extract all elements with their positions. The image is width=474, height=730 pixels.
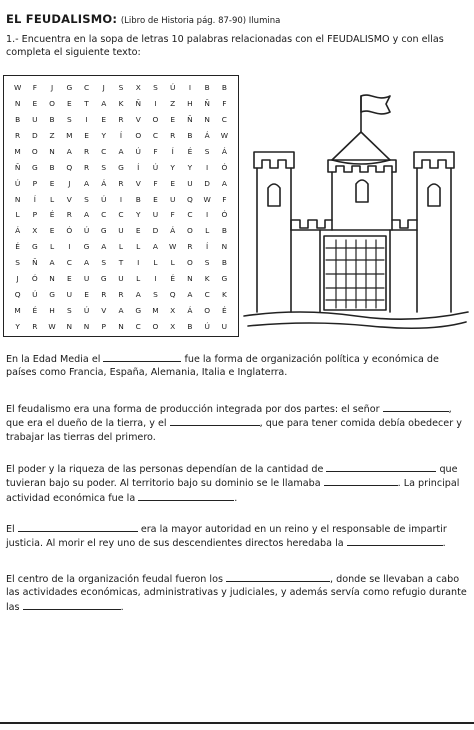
bottom-border xyxy=(0,722,474,724)
grid-letter: Í xyxy=(33,194,36,204)
grid-letter: E xyxy=(170,115,176,125)
grid-letter: P xyxy=(101,321,106,331)
grid-letter: B xyxy=(49,115,55,125)
grid-letter: B xyxy=(15,115,21,125)
grid-letter: K xyxy=(204,273,210,283)
grid-letter: G xyxy=(221,273,228,283)
grid-letter: A xyxy=(187,289,193,299)
grid-letter: Y xyxy=(135,210,141,220)
grid-letter: I xyxy=(206,210,209,220)
grid-letter: Ú xyxy=(32,289,38,299)
grid-letter: D xyxy=(31,131,38,141)
grid-letter: N xyxy=(14,194,21,204)
grid-letter: V xyxy=(135,178,141,188)
grid-letter: H xyxy=(187,99,193,109)
grid-letter: N xyxy=(221,242,228,252)
grid-letter: R xyxy=(66,210,72,220)
grid-letter: G xyxy=(100,273,107,283)
grid-letter: A xyxy=(101,242,107,252)
grid-letter: O xyxy=(135,131,142,141)
grid-letter: U xyxy=(169,194,176,204)
grid-letter: Q xyxy=(169,289,176,299)
answer-blank[interactable] xyxy=(103,352,181,362)
grid-letter: G xyxy=(83,242,90,252)
grid-letter: L xyxy=(153,258,158,268)
grid-letter: X xyxy=(32,226,38,236)
grid-letter: F xyxy=(32,83,37,93)
grid-letter: Ú xyxy=(101,194,107,204)
grid-letter: R xyxy=(118,115,124,125)
grid-letter: D xyxy=(152,226,159,236)
grid-letter: Ñ xyxy=(204,99,210,109)
grid-letter: X xyxy=(170,321,176,331)
grid-letter: N xyxy=(83,321,90,331)
grid-letter: S xyxy=(204,258,210,268)
grid-letter: M xyxy=(14,146,21,156)
grid-letter: A xyxy=(66,146,72,156)
grid-letter: I xyxy=(206,162,209,172)
grid-letter: B xyxy=(221,83,227,93)
source-reference: (Libro de Historia pág. 87-90) Ilumina xyxy=(120,16,281,26)
grid-letter: R xyxy=(187,242,193,252)
grid-letter: O xyxy=(49,99,55,109)
grid-letter: A xyxy=(221,178,227,188)
grid-letter: É xyxy=(15,242,20,252)
paragraph-text: . La principal actividad económica fue la xyxy=(6,478,460,504)
grid-letter: B xyxy=(187,131,193,141)
paragraph-text: , donde se llevaban a cabo las actividades económicas, administrativas y judiciales, y además servía como refugio durante las xyxy=(6,574,467,613)
grid-letter: I xyxy=(68,242,71,252)
grid-letter: S xyxy=(153,83,158,93)
grid-letter: N xyxy=(49,146,55,156)
grid-letter: A xyxy=(84,258,90,268)
grid-letter: P xyxy=(32,178,38,188)
grid-letter: C xyxy=(187,210,193,220)
grid-letter: Ú xyxy=(135,146,141,156)
paragraph-text: . xyxy=(442,538,446,550)
word-search-grid xyxy=(3,75,239,337)
worksheet-header xyxy=(6,12,280,26)
grid-letter: O xyxy=(187,258,193,268)
grid-letter: E xyxy=(32,99,38,109)
grid-letter: E xyxy=(101,115,107,125)
grid-letter: A xyxy=(118,146,124,156)
worksheet-title: EL FEUDALISMO: xyxy=(6,12,118,26)
grid-letter: S xyxy=(66,115,72,125)
grid-letter: R xyxy=(83,146,90,156)
grid-letter: I xyxy=(154,273,157,283)
grid-letter: I xyxy=(188,83,191,93)
grid-letter: L xyxy=(15,210,20,220)
grid-letter: Y xyxy=(15,321,20,331)
grid-letter: Y xyxy=(170,162,175,172)
grid-letter: A xyxy=(84,210,90,220)
grid-letter: V xyxy=(135,115,141,125)
grid-letter: Ó xyxy=(31,273,38,283)
paragraph-text: El centro de la organización feudal fueron los xyxy=(6,574,227,585)
grid-letter: G xyxy=(31,162,38,172)
grid-letter: T xyxy=(84,99,89,109)
grid-letter: I xyxy=(137,258,140,268)
grid-letter: Q xyxy=(14,289,21,299)
grid-letter: E xyxy=(66,273,72,283)
grid-letter: Q xyxy=(187,194,193,204)
grid-letter: Ú xyxy=(83,305,90,315)
grid-letter: L xyxy=(50,242,55,252)
grid-letter: X xyxy=(135,83,141,93)
grid-letter: W xyxy=(220,131,229,141)
grid-letter: G xyxy=(66,83,73,93)
paragraph xyxy=(6,522,468,551)
grid-letter: B xyxy=(204,83,210,93)
grid-letter: X xyxy=(170,305,176,315)
grid-letter: L xyxy=(118,242,124,252)
grid-letter: F xyxy=(222,99,227,109)
grid-letter: H xyxy=(49,305,55,315)
grid-letter: O xyxy=(152,321,159,331)
grid-letter: S xyxy=(84,194,89,204)
grid-letter: Q xyxy=(66,162,73,172)
grid-letter: Í xyxy=(137,162,140,172)
grid-letter: L xyxy=(170,258,175,268)
grid-letter: U xyxy=(118,226,124,236)
grid-letter: É xyxy=(49,210,55,220)
grid-letter: L xyxy=(205,226,210,236)
grid-letter: R xyxy=(83,162,90,172)
paragraph-text: El poder y la riqueza de las personas dependían de la cantidad de xyxy=(6,464,327,475)
grid-letter: Ú xyxy=(152,162,159,172)
paragraph-text: . xyxy=(120,601,124,613)
grid-letter: R xyxy=(118,289,124,299)
paragraph-text: El xyxy=(6,524,18,535)
grid-letter: C xyxy=(152,131,159,141)
grid-letter: C xyxy=(101,210,107,220)
grid-letter: U xyxy=(118,273,124,283)
grid-letter: I xyxy=(85,115,88,125)
grid-letter: U xyxy=(32,115,38,125)
answer-blank[interactable] xyxy=(170,416,260,426)
answer-blank[interactable] xyxy=(347,536,443,546)
grid-letter: É xyxy=(222,305,227,315)
grid-letter: A xyxy=(49,258,55,268)
grid-letter: E xyxy=(84,131,89,141)
answer-blank[interactable] xyxy=(324,476,398,486)
paragraph xyxy=(6,572,468,614)
grid-letter: E xyxy=(49,178,55,188)
grid-letter: W xyxy=(48,321,56,331)
grid-letter: B xyxy=(135,194,141,204)
grid-letter: E xyxy=(135,226,141,236)
grid-letter: Ñ xyxy=(14,162,21,172)
grid-letter: J xyxy=(68,178,71,188)
grid-letter: G xyxy=(49,289,55,299)
answer-blank[interactable] xyxy=(138,491,234,501)
paragraph-text: , que para tener comida debía obedecer y trabajar las tierras del primero. xyxy=(6,418,462,443)
grid-letter: Ú xyxy=(169,83,176,93)
grid-letter: N xyxy=(118,321,124,331)
grid-letter: B xyxy=(221,226,227,236)
grid-letter: Ñ xyxy=(32,258,38,268)
grid-letter: C xyxy=(101,146,107,156)
grid-letter: E xyxy=(49,226,55,236)
grid-letter: S xyxy=(66,305,72,315)
grid-letter: E xyxy=(170,178,176,188)
grid-letter: N xyxy=(66,321,73,331)
grid-letter: Á xyxy=(204,131,210,141)
grid-letter: Á xyxy=(15,226,21,236)
grid-letter: Í xyxy=(119,131,123,141)
grid-letter: P xyxy=(32,210,38,220)
grid-letter: Í xyxy=(171,146,174,156)
grid-letter: L xyxy=(50,194,55,204)
paragraph-text: , que era el dueño de la tierra, y el xyxy=(6,404,452,430)
grid-letter: J xyxy=(102,83,105,93)
grid-letter: Á xyxy=(101,178,107,188)
grid-letter: U xyxy=(66,289,73,299)
paragraph-text: El feudalismo era una forma de producción integrada por dos partes: el señor xyxy=(6,404,383,415)
grid-letter: G xyxy=(100,226,107,236)
grid-letter: U xyxy=(187,178,193,188)
grid-letter: N xyxy=(204,115,210,125)
grid-letter: Ú xyxy=(83,226,90,236)
grid-letter: S xyxy=(101,258,107,268)
grid-letter: N xyxy=(187,273,193,283)
grid-letter: W xyxy=(13,83,22,93)
grid-letter: W xyxy=(169,242,177,252)
grid-letter: C xyxy=(221,115,227,125)
grid-letter: É xyxy=(170,273,176,283)
answer-blank[interactable] xyxy=(326,462,436,472)
grid-letter: S xyxy=(153,289,158,299)
grid-letter: J xyxy=(16,273,19,283)
grid-letter: O xyxy=(152,115,159,125)
grid-letter: R xyxy=(101,289,107,299)
grid-letter: R xyxy=(32,321,38,331)
grid-letter: Í xyxy=(206,242,209,252)
grid-letter: É xyxy=(187,146,193,156)
grid-letter: M xyxy=(152,305,159,315)
answer-blank[interactable] xyxy=(226,572,330,582)
grid-letter: J xyxy=(50,83,54,93)
castle-illustration xyxy=(240,80,472,335)
grid-letter: R xyxy=(15,131,21,141)
grid-letter: U xyxy=(152,210,159,220)
paragraph xyxy=(6,462,468,505)
grid-letter: S xyxy=(118,83,124,93)
grid-letter: T xyxy=(118,258,124,268)
grid-letter: A xyxy=(152,242,158,252)
grid-letter: S xyxy=(204,146,210,156)
grid-letter: C xyxy=(204,289,210,299)
grid-letter: Á xyxy=(170,226,176,236)
grid-letter: E xyxy=(153,194,158,204)
grid-letter: Z xyxy=(170,99,176,109)
grid-letter: Ó xyxy=(221,210,228,220)
grid-letter: D xyxy=(204,178,210,188)
grid-letter: O xyxy=(31,146,38,156)
grid-letter: Ú xyxy=(204,321,210,331)
grid-letter: C xyxy=(66,258,72,268)
grid-letter: F xyxy=(222,194,227,204)
grid-letter: B xyxy=(49,162,55,172)
grid-letter: C xyxy=(118,210,124,220)
grid-letter: F xyxy=(153,146,158,156)
instruction-text: 1.- Encuentra en la sopa de letras 10 palabras relacionadas con el FEUDALISMO y con ellas completa el siguiente texto: xyxy=(6,34,444,58)
grid-letter: F xyxy=(170,210,175,220)
grid-letter: S xyxy=(15,258,20,268)
grid-letter: G xyxy=(135,305,142,315)
grid-letter: Ó xyxy=(66,226,73,236)
grid-letter: M xyxy=(14,305,21,315)
grid-letter: C xyxy=(135,321,141,331)
grid-letter: C xyxy=(83,83,90,93)
grid-letter: Y xyxy=(101,131,107,141)
paragraph-text: . xyxy=(234,492,238,504)
grid-letter: K xyxy=(118,99,124,109)
answer-blank[interactable] xyxy=(23,600,121,610)
grid-letter: V xyxy=(101,305,107,315)
grid-letter: I xyxy=(154,99,157,109)
grid-letter: W xyxy=(203,194,211,204)
grid-letter: G xyxy=(118,162,124,172)
grid-letter: Ó xyxy=(221,162,228,172)
grid-letter: U xyxy=(83,273,90,283)
grid-letter: O xyxy=(187,226,193,236)
grid-letter: R xyxy=(118,178,124,188)
grid-letter: Ñ xyxy=(135,99,141,109)
grid-letter: N xyxy=(14,99,21,109)
grid-letter: E xyxy=(66,99,72,109)
grid-letter: A xyxy=(84,178,90,188)
grid-letter: O xyxy=(204,305,211,315)
grid-letter: U xyxy=(221,321,228,331)
grid-letter: Ñ xyxy=(187,115,193,125)
grid-letter: G xyxy=(31,242,38,252)
grid-letter: Á xyxy=(187,305,193,315)
grid-letter: B xyxy=(221,258,227,268)
paragraph-text: era la mayor autoridad en un reino y el responsable de impartir justicia. Al morir el rey uno de sus descendientes directos heredaba la xyxy=(6,524,447,550)
grid-letter: N xyxy=(49,273,55,283)
paragraph xyxy=(6,352,468,380)
grid-letter: Z xyxy=(49,131,55,141)
paragraph-text: En la Edad Media el xyxy=(6,354,104,365)
grid-letter: L xyxy=(136,273,141,283)
grid-letter: S xyxy=(101,162,107,172)
answer-blank[interactable] xyxy=(18,522,138,532)
paragraph-text: que tuvieran bajo su poder. Al territorio bajo su dominio se le llamaba xyxy=(6,464,458,490)
grid-letter: V xyxy=(66,194,72,204)
grid-letter: Á xyxy=(221,146,227,156)
paragraph-text: fue la forma de organización política y económica de países como Francia, España, Alemania, Italia e Inglaterra. xyxy=(6,354,439,379)
grid-letter: A xyxy=(101,99,107,109)
answer-blank[interactable] xyxy=(383,402,449,412)
grid-letter: Ú xyxy=(14,178,21,188)
grid-letter: F xyxy=(153,178,158,188)
grid-letter: A xyxy=(135,289,141,299)
grid-letter: E xyxy=(84,289,89,299)
paragraph xyxy=(6,402,468,444)
grid-letter: M xyxy=(66,131,73,141)
grid-letter: Y xyxy=(187,162,193,172)
grid-letter: I xyxy=(119,194,123,204)
grid-letter: R xyxy=(170,131,176,141)
grid-letter: L xyxy=(136,242,141,252)
grid-letter: A xyxy=(118,305,124,315)
grid-letter: É xyxy=(32,305,38,315)
grid-letter: K xyxy=(221,289,227,299)
grid-letter: B xyxy=(187,321,193,331)
